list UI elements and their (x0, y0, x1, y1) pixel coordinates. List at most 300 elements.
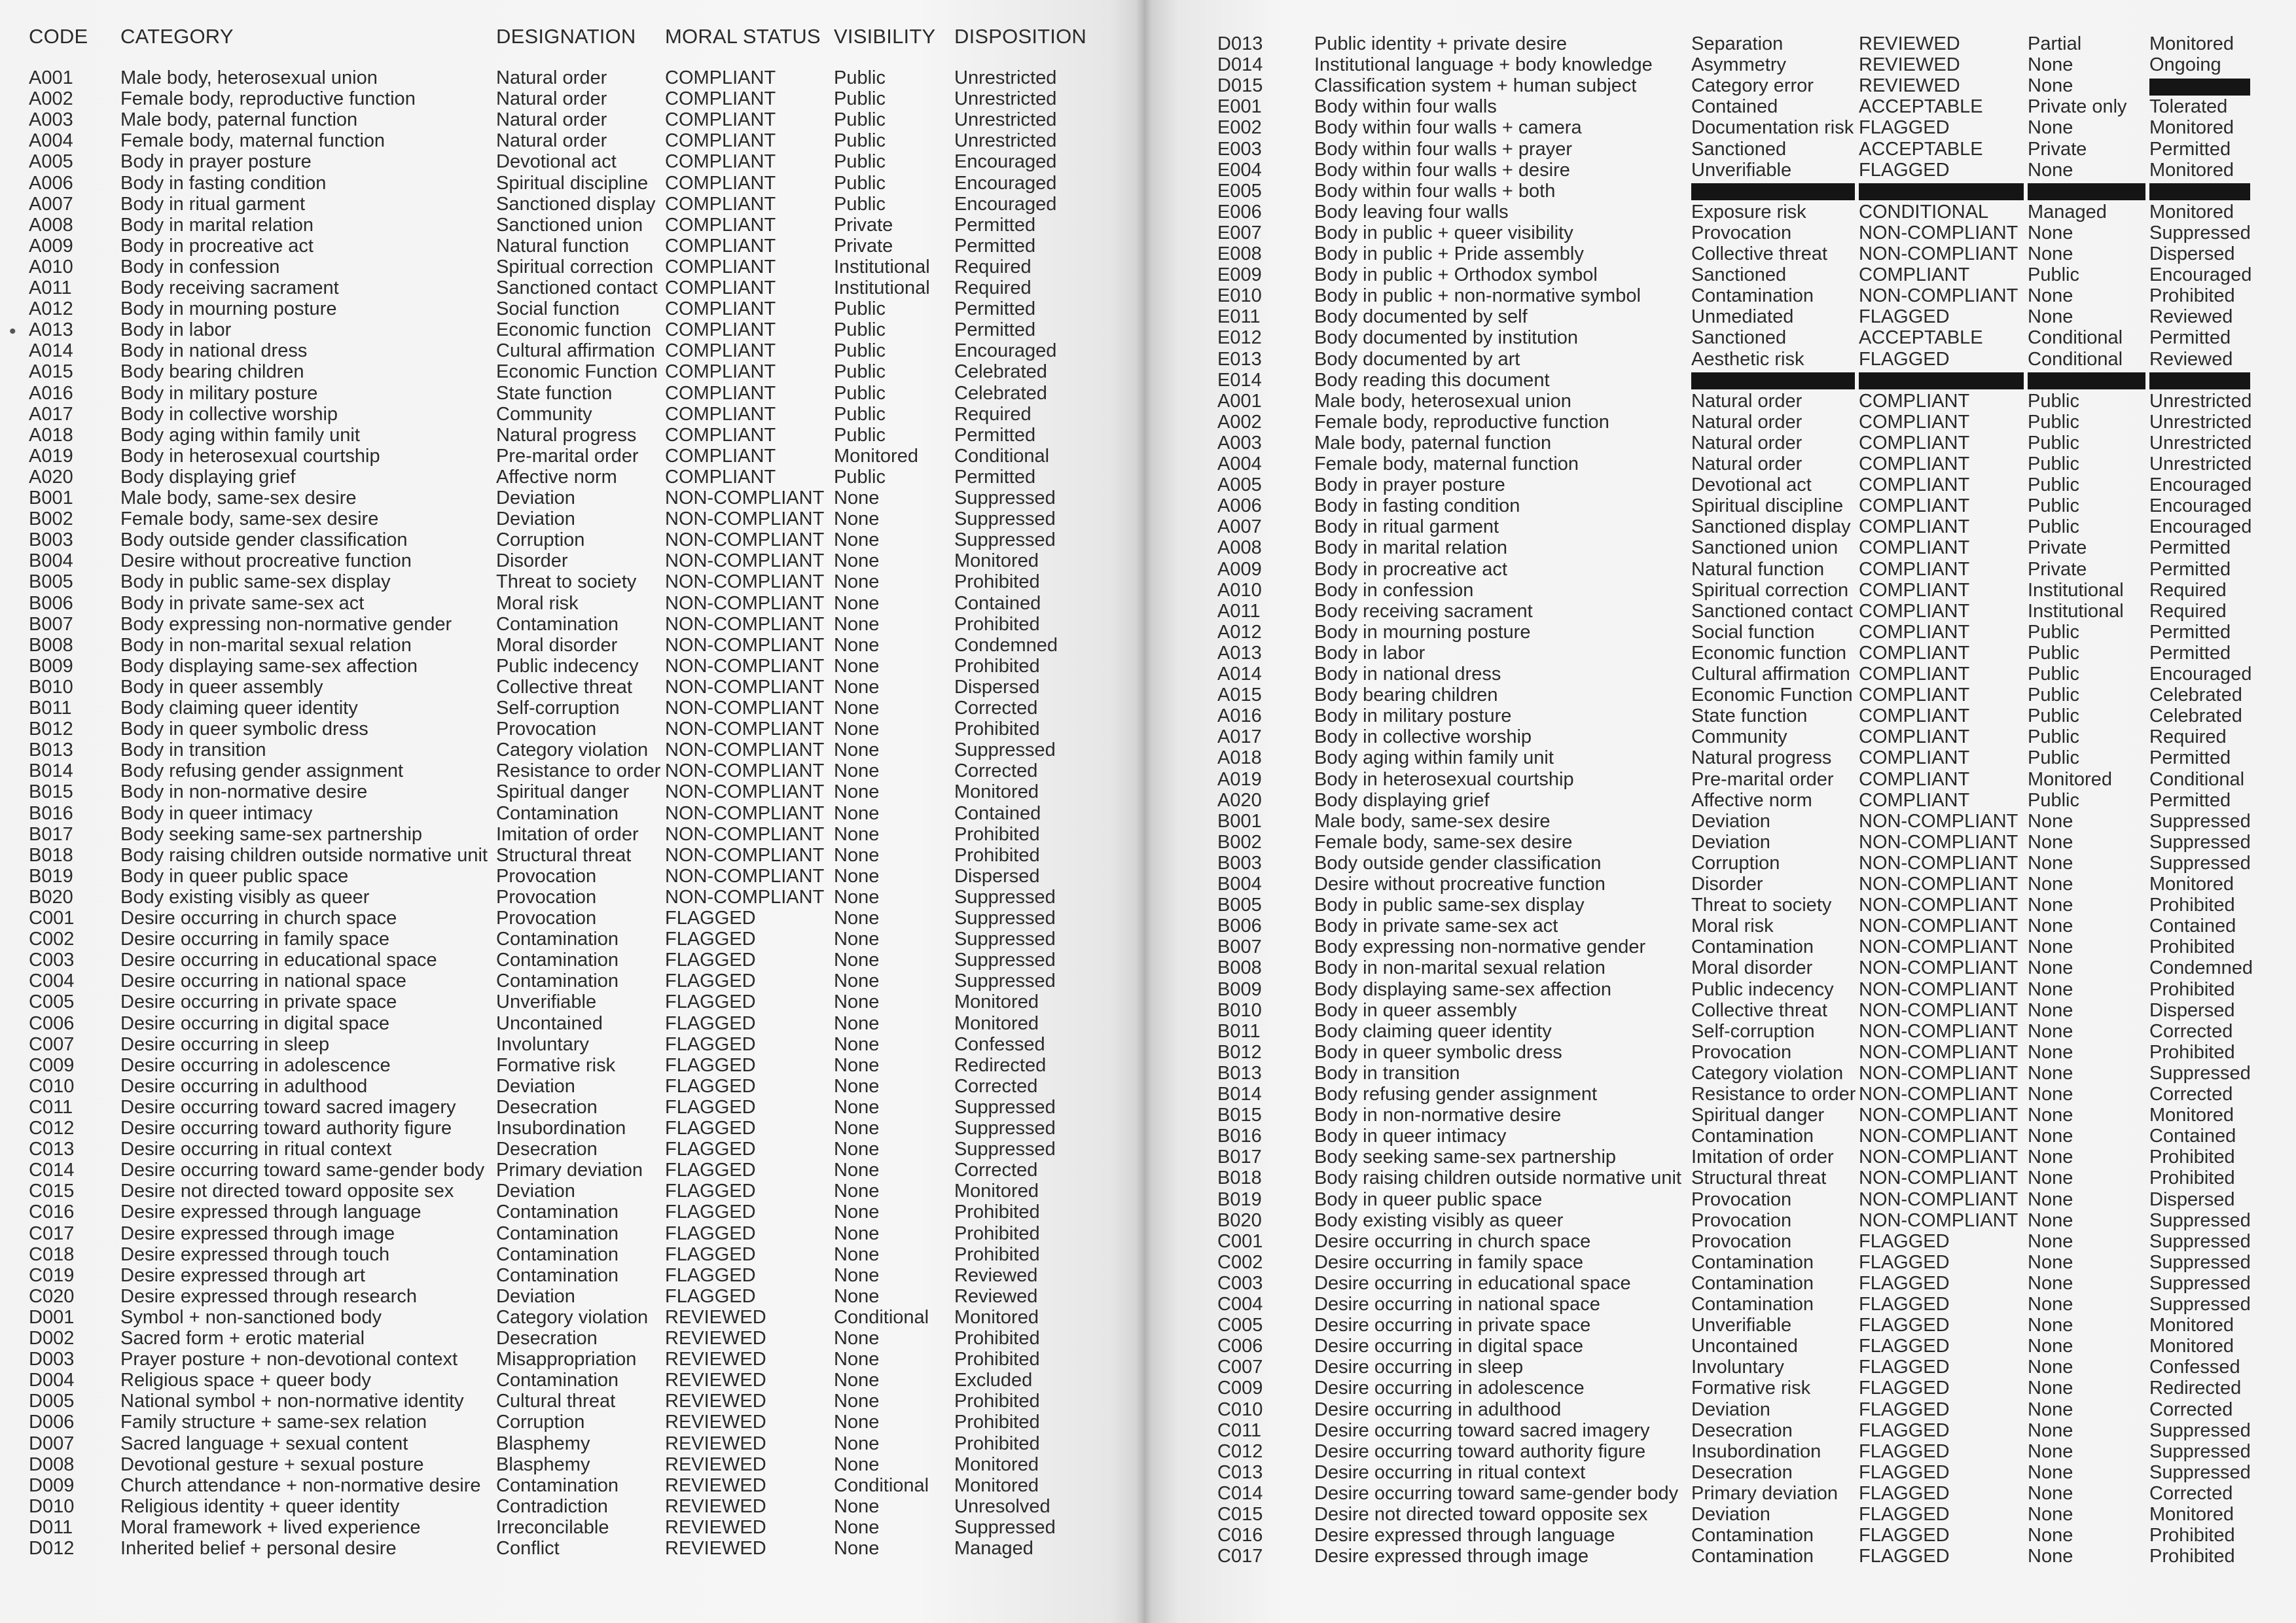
cell-moral-status: REVIEWED (1859, 75, 1960, 97)
cell-category: Family structure + same-sex relation (120, 1412, 427, 1433)
cell-visibility: None (2028, 1546, 2073, 1567)
cell-designation: Collective threat (496, 676, 632, 698)
cell-designation: Contained (1691, 96, 1778, 118)
cell-category: Body in fasting condition (1314, 495, 1520, 517)
cell-visibility: None (2028, 957, 2073, 979)
cell-visibility: None (834, 655, 880, 677)
cell-code: C004 (29, 971, 75, 992)
cell-code: E007 (1217, 222, 1262, 243)
cell-disposition: Conditional (954, 445, 1050, 467)
cell-disposition: Monitored (954, 781, 1039, 803)
cell-category: Desire expressed through image (120, 1222, 395, 1244)
cell-disposition: Celebrated (2149, 705, 2242, 727)
cell-disposition: Permitted (954, 235, 1036, 257)
cell-category: Desire without procreative function (120, 550, 412, 572)
cell-designation: Natural progress (1691, 747, 1832, 769)
cell-visibility: None (834, 971, 880, 992)
cell-moral-status: NON-COMPLIANT (1859, 916, 2018, 937)
cell-code: C004 (1217, 1294, 1263, 1315)
cell-moral-status: ACCEPTABLE (1859, 327, 1983, 349)
cell-code: B009 (1217, 978, 1262, 1000)
cell-code: E010 (1217, 285, 1262, 307)
cell-category: Desire not directed toward opposite sex (120, 1181, 454, 1202)
cell-disposition: Prohibited (954, 1412, 1040, 1433)
cell-visibility: Public (834, 466, 886, 488)
cell-category: Body in queer symbolic dress (1314, 1041, 1562, 1063)
cell-designation: Corruption (496, 1412, 585, 1433)
cell-moral-status: NON-COMPLIANT (665, 802, 825, 824)
cell-category: Moral framework + lived experience (120, 1516, 421, 1538)
cell-category: Desire without procreative function (1314, 874, 1605, 895)
cell-disposition: Prohibited (2149, 895, 2235, 916)
cell-moral-status: REVIEWED (665, 1538, 766, 1559)
cell-visibility: None (2028, 159, 2073, 181)
cell-visibility: None (834, 1328, 880, 1349)
cell-visibility: Public (834, 382, 886, 404)
cell-designation: Public indecency (496, 655, 639, 677)
cell-disposition: Permitted (2149, 747, 2231, 769)
cell-designation: Desecration (496, 1328, 598, 1349)
cell-code: A003 (1217, 432, 1262, 454)
cell-category: Body claiming queer identity (120, 698, 358, 719)
cell-visibility: None (2028, 936, 2073, 958)
cell-code: E011 (1217, 306, 1261, 328)
cell-disposition: Monitored (2149, 1315, 2234, 1336)
cell-designation: Devotional act (496, 151, 617, 173)
cell-visibility: Public (2028, 747, 2079, 769)
cell-moral-status: COMPLIANT (1859, 537, 1970, 559)
cell-designation: Pre-marital order (1691, 768, 1834, 790)
cell-category: Desire occurring in digital space (120, 1012, 390, 1034)
cell-category: Body in heterosexual courtship (120, 445, 380, 467)
cell-designation: Sanctioned (1691, 138, 1787, 160)
cell-category: Body in public + non-normative symbol (1314, 285, 1641, 307)
cell-visibility: None (834, 1033, 880, 1055)
cell-visibility: None (2028, 1272, 2073, 1294)
cell-visibility: None (834, 1222, 880, 1244)
cell-designation: Resistance to order (496, 760, 661, 782)
cell-category: Body in collective worship (1314, 726, 1532, 748)
cell-category: Body raising children outside normative unit (120, 844, 488, 866)
cell-disposition: Permitted (2149, 138, 2231, 160)
cell-disposition: Unrestricted (954, 67, 1057, 88)
cell-code: D009 (29, 1474, 75, 1496)
cell-disposition: Suppressed (954, 508, 1056, 530)
cell-disposition: Prohibited (954, 613, 1040, 635)
cell-visibility: Public (834, 88, 886, 110)
cell-moral-status: REVIEWED (665, 1412, 766, 1433)
cell-visibility: None (834, 760, 880, 782)
cell-designation: Spiritual correction (496, 256, 654, 277)
cell-disposition: Encouraged (2149, 664, 2252, 685)
cell-designation: Moral risk (496, 592, 579, 614)
cell-visibility: None (834, 1096, 880, 1118)
cell-category: Desire occurring in church space (1314, 1230, 1591, 1252)
cell-designation: Public indecency (1691, 978, 1834, 1000)
cell-category: Body documented by self (1314, 306, 1528, 328)
cell-code: C019 (29, 1264, 75, 1286)
cell-category: Body seeking same-sex partnership (1314, 1147, 1617, 1168)
cell-designation: Deviation (496, 488, 575, 508)
cell-designation: Sanctioned (1691, 264, 1787, 286)
cell-category: Male body, paternal function (1314, 432, 1552, 454)
cell-disposition: Suppressed (954, 1139, 1056, 1160)
cell-disposition: Unrestricted (2149, 432, 2252, 454)
cell-category: Body in queer public space (1314, 1188, 1543, 1210)
cell-code: A011 (1217, 600, 1261, 622)
cell-code: D014 (1217, 54, 1263, 76)
cell-code: A006 (29, 172, 73, 194)
cell-moral-status: FLAGGED (1859, 1419, 1950, 1441)
cell-disposition: Suppressed (2149, 1440, 2251, 1462)
cell-category: Male body, same-sex desire (120, 488, 357, 508)
cell-category: Body displaying same-sex affection (1314, 978, 1612, 1000)
cell-moral-status: COMPLIANT (1859, 558, 1970, 580)
cell-moral-status: NON-COMPLIANT (1859, 1020, 2018, 1042)
cell-moral-status: FLAGGED (665, 1202, 756, 1223)
cell-designation: Contamination (1691, 936, 1814, 958)
cell-disposition: Suppressed (2149, 1251, 2251, 1273)
cell-disposition: Contained (2149, 1126, 2236, 1147)
cell-category: Desire not directed toward opposite sex (1314, 1504, 1648, 1525)
cell-designation: Category error (1691, 75, 1814, 97)
cell-category: Desire expressed through art (120, 1264, 365, 1286)
cell-disposition: Tolerated (2149, 96, 2228, 118)
cell-visibility: Private (834, 235, 893, 257)
cell-code: B004 (1217, 874, 1262, 895)
cell-code: B009 (29, 655, 73, 677)
cell-code: B008 (29, 634, 73, 656)
cell-disposition: Prohibited (954, 1349, 1040, 1370)
cell-visibility: Public (834, 172, 886, 194)
cell-code: E008 (1217, 243, 1262, 264)
cell-moral-status: FLAGGED (665, 1096, 756, 1118)
cell-category: Body in queer intimacy (1314, 1126, 1507, 1147)
cell-code: B007 (1217, 936, 1262, 958)
cell-designation: Cultural affirmation (496, 340, 655, 362)
cell-disposition: Prohibited (2149, 1168, 2235, 1189)
cell-moral-status: COMPLIANT (665, 88, 776, 110)
cell-moral-status: NON-COMPLIANT (1859, 1105, 2018, 1126)
cell-code: A005 (1217, 474, 1262, 496)
cell-code: C014 (29, 1160, 75, 1181)
cell-moral-status: ACCEPTABLE (1859, 96, 1983, 118)
cell-code: B018 (29, 844, 73, 866)
cell-disposition: Prohibited (2149, 1041, 2235, 1063)
cell-visibility: None (2028, 999, 2073, 1021)
cell-moral-status: COMPLIANT (1859, 685, 1970, 706)
cell-category: Desire expressed through image (1314, 1546, 1589, 1567)
cell-visibility: None (834, 1139, 880, 1160)
cell-designation: Contamination (1691, 1525, 1814, 1546)
cell-code: A011 (29, 277, 72, 298)
cell-designation: Conflict (496, 1538, 560, 1559)
cell-category: Body in military posture (120, 382, 318, 404)
cell-moral-status: FLAGGED (665, 1012, 756, 1034)
cell-visibility: None (834, 634, 880, 656)
cell-designation: Irreconcilable (496, 1516, 609, 1538)
redaction-bar (1691, 370, 1855, 391)
cell-visibility: Public (834, 340, 886, 362)
cell-designation: Corruption (1691, 852, 1780, 874)
cell-visibility: None (834, 1285, 880, 1307)
cell-visibility: None (834, 950, 880, 971)
cell-category: Body in public same-sex display (1314, 895, 1585, 916)
cell-disposition: Conditional (2149, 768, 2245, 790)
cell-disposition: Prohibited (954, 719, 1040, 740)
cell-code: D003 (29, 1349, 75, 1370)
cell-code: D001 (29, 1306, 75, 1328)
cell-designation: Spiritual danger (1691, 1105, 1825, 1126)
cell-visibility: None (2028, 1399, 2073, 1420)
cell-designation: Contamination (496, 950, 619, 971)
cell-code: B019 (29, 865, 73, 887)
right-page (1144, 0, 2296, 1623)
cell-moral-status: FLAGGED (665, 1139, 756, 1160)
cell-disposition: Prohibited (2149, 978, 2235, 1000)
cell-designation: Affective norm (1691, 789, 1812, 811)
cell-code: C010 (29, 1075, 75, 1097)
cell-designation: Provocation (1691, 1041, 1792, 1063)
cell-category: Body reading this document (1314, 369, 1550, 391)
cell-category: Body in queer assembly (1314, 999, 1517, 1021)
cell-category: Desire occurring in educational space (120, 950, 437, 971)
cell-category: Body in non-marital sexual relation (1314, 957, 1605, 979)
cell-category: Desire occurring in adolescence (120, 1054, 391, 1076)
cell-category: Desire occurring in family space (1314, 1251, 1583, 1273)
cell-category: Body in public + Pride assembly (1314, 243, 1584, 264)
cell-category: Body in prayer posture (120, 151, 312, 173)
cell-disposition: Corrected (954, 1160, 1038, 1181)
cell-category: Body refusing gender assignment (120, 760, 404, 782)
cell-moral-status: REVIEWED (665, 1391, 766, 1412)
cell-code: A010 (29, 256, 73, 277)
left-page (0, 0, 1144, 1623)
cell-code: C006 (29, 1012, 75, 1034)
cell-moral-status: NON-COMPLIANT (1859, 1209, 2018, 1231)
cell-moral-status: REVIEWED (665, 1454, 766, 1475)
cell-moral-status: NON-COMPLIANT (665, 719, 825, 740)
cell-disposition: Prohibited (2149, 1525, 2235, 1546)
cell-designation: Imitation of order (496, 823, 639, 845)
cell-visibility: None (2028, 1357, 2073, 1378)
cell-visibility: None (2028, 831, 2073, 853)
cell-designation: Aesthetic risk (1691, 348, 1804, 370)
margin-mark: • (9, 321, 16, 342)
cell-designation: Documentation risk (1691, 117, 1854, 139)
cell-moral-status: FLAGGED (665, 908, 756, 929)
cell-disposition: Reviewed (2149, 306, 2233, 328)
cell-disposition: Corrected (954, 760, 1038, 782)
cell-moral-status: FLAGGED (1859, 159, 1950, 181)
cell-disposition: Celebrated (954, 361, 1047, 383)
cell-category: Symbol + non-sanctioned body (120, 1306, 382, 1328)
cell-designation: Category violation (496, 740, 649, 761)
cell-disposition: Suppressed (954, 1516, 1056, 1538)
cell-moral-status: COMPLIANT (1859, 747, 1970, 769)
cell-moral-status: COMPLIANT (1859, 495, 1970, 517)
cell-code: A013 (29, 319, 73, 341)
cell-code: A006 (1217, 495, 1262, 517)
cell-disposition: Condemned (2149, 957, 2253, 979)
cell-code: A012 (29, 298, 73, 320)
cell-code: C015 (29, 1181, 75, 1202)
cell-moral-status: FLAGGED (1859, 117, 1950, 139)
cell-designation: Formative risk (1691, 1378, 1811, 1399)
cell-code: E003 (1217, 138, 1262, 160)
cell-category: Desire occurring in church space (120, 908, 397, 929)
cell-designation: Deviation (1691, 1504, 1770, 1525)
cell-designation: Pre-marital order (496, 445, 639, 467)
column-header-code: CODE (29, 25, 88, 48)
cell-category: Desire occurring in adulthood (120, 1075, 368, 1097)
cell-visibility: None (2028, 243, 2073, 264)
cell-moral-status: REVIEWED (665, 1433, 766, 1454)
cell-moral-status: FLAGGED (1859, 1399, 1950, 1420)
cell-designation: Natural order (496, 130, 607, 152)
cell-category: Desire expressed through touch (120, 1243, 390, 1265)
cell-visibility: Public (2028, 390, 2079, 412)
column-header-designation: DESIGNATION (496, 25, 636, 48)
cell-category: Desire occurring in digital space (1314, 1336, 1584, 1357)
cell-visibility: None (834, 1181, 880, 1202)
cell-designation: Threat to society (1691, 895, 1832, 916)
cell-code: B015 (29, 781, 73, 803)
cell-category: Body receiving sacrament (1314, 600, 1533, 622)
cell-moral-status: FLAGGED (1859, 1357, 1950, 1378)
column-header-category: CATEGORY (120, 25, 234, 48)
cell-disposition: Contained (954, 592, 1041, 614)
cell-code: E014 (1217, 369, 1262, 391)
cell-category: Male body, paternal function (120, 109, 358, 131)
cell-visibility: None (834, 719, 880, 740)
cell-category: Body in queer assembly (120, 676, 323, 698)
cell-visibility: Institutional (2028, 600, 2124, 622)
cell-code: E009 (1217, 264, 1262, 286)
cell-designation: Formative risk (496, 1054, 616, 1076)
cell-designation: Natural order (1691, 411, 1803, 433)
cell-visibility: Public (2028, 454, 2079, 474)
cell-disposition: Permitted (954, 319, 1036, 341)
cell-designation: Sanctioned display (1691, 516, 1851, 538)
cell-category: Sacred language + sexual content (120, 1433, 408, 1454)
cell-disposition: Permitted (2149, 789, 2231, 811)
cell-visibility: None (834, 571, 880, 593)
cell-category: Body in queer symbolic dress (120, 719, 368, 740)
cell-designation: Blasphemy (496, 1454, 590, 1475)
cell-moral-status: NON-COMPLIANT (665, 886, 825, 908)
cell-category: Male body, heterosexual union (1314, 390, 1571, 412)
cell-code: A015 (29, 361, 73, 383)
cell-disposition: Dispersed (954, 676, 1040, 698)
cell-moral-status: NON-COMPLIANT (665, 508, 825, 530)
cell-visibility: Public (834, 151, 886, 173)
cell-disposition: Permitted (954, 424, 1036, 446)
cell-designation: Moral disorder (1691, 957, 1813, 979)
cell-code: A004 (1217, 454, 1262, 474)
cell-category: Body in prayer posture (1314, 474, 1505, 496)
cell-moral-status: FLAGGED (1859, 1336, 1950, 1357)
cell-code: B006 (29, 592, 73, 614)
cell-code: B013 (29, 740, 73, 761)
cell-visibility: None (2028, 75, 2073, 97)
cell-category: Classification system + human subject (1314, 75, 1637, 97)
cell-moral-status: FLAGGED (665, 1285, 756, 1307)
cell-moral-status: NON-COMPLIANT (665, 655, 825, 677)
cell-category: Body in military posture (1314, 705, 1512, 727)
cell-code: C001 (29, 908, 75, 929)
cell-disposition: Unresolved (954, 1495, 1050, 1517)
cell-moral-status: COMPLIANT (1859, 411, 1970, 433)
cell-designation: Economic Function (496, 361, 658, 383)
cell-designation: Provocation (496, 719, 597, 740)
cell-disposition: Condemned (954, 634, 1058, 656)
cell-code: C017 (1217, 1546, 1263, 1567)
cell-disposition: Suppressed (954, 1096, 1056, 1118)
cell-visibility: Institutional (2028, 579, 2124, 601)
cell-moral-status: NON-COMPLIANT (1859, 1084, 2018, 1105)
cell-disposition: Suppressed (954, 950, 1056, 971)
cell-moral-status: NON-COMPLIANT (665, 571, 825, 593)
cell-category: Desire expressed through language (1314, 1525, 1615, 1546)
cell-designation: Deviation (496, 1075, 575, 1097)
cell-designation: Devotional act (1691, 474, 1812, 496)
cell-moral-status: COMPLIANT (1859, 642, 1970, 664)
cell-moral-status: FLAGGED (1859, 1504, 1950, 1525)
cell-code: C013 (29, 1139, 75, 1160)
cell-category: Female body, maternal function (120, 130, 386, 152)
cell-code: B001 (29, 488, 73, 508)
cell-code: A009 (29, 235, 73, 257)
cell-category: Body in procreative act (120, 235, 314, 257)
cell-designation: Moral disorder (496, 634, 618, 656)
cell-disposition: Required (2149, 600, 2227, 622)
cell-disposition: Permitted (954, 466, 1036, 488)
cell-moral-status: NON-COMPLIANT (1859, 957, 2018, 979)
cell-category: Body outside gender classification (1314, 852, 1602, 874)
cell-disposition: Permitted (2149, 621, 2231, 643)
cell-category: Body aging within family unit (1314, 747, 1554, 769)
cell-code: A008 (29, 214, 73, 236)
cell-visibility: None (2028, 810, 2073, 832)
cell-visibility: Conditional (834, 1474, 929, 1496)
cell-category: Body within four walls + desire (1314, 159, 1570, 181)
cell-visibility: None (834, 1075, 880, 1097)
cell-code: C013 (1217, 1461, 1263, 1483)
cell-designation: State function (496, 382, 613, 404)
cell-disposition: Suppressed (954, 886, 1056, 908)
cell-moral-status: NON-COMPLIANT (1859, 895, 2018, 916)
cell-disposition: Contained (2149, 916, 2236, 937)
cell-category: Desire occurring toward same-gender body (1314, 1482, 1679, 1504)
cell-disposition: Unrestricted (2149, 454, 2252, 474)
cell-visibility: None (2028, 1126, 2073, 1147)
cell-moral-status: COMPLIANT (1859, 726, 1970, 748)
cell-category: Body in queer intimacy (120, 802, 313, 824)
cell-visibility: None (2028, 1084, 2073, 1105)
cell-code: B005 (1217, 895, 1262, 916)
cell-category: Body displaying grief (1314, 789, 1490, 811)
cell-disposition: Monitored (2149, 33, 2234, 54)
cell-category: Body leaving four walls (1314, 201, 1509, 223)
cell-code: C020 (29, 1285, 75, 1307)
cell-designation: Provocation (496, 886, 597, 908)
cell-code: E006 (1217, 201, 1262, 223)
cell-category: Body in collective worship (120, 403, 338, 425)
cell-moral-status: FLAGGED (1859, 348, 1950, 370)
column-header-disposition: DISPOSITION (954, 25, 1087, 48)
cell-moral-status: NON-COMPLIANT (1859, 222, 2018, 243)
